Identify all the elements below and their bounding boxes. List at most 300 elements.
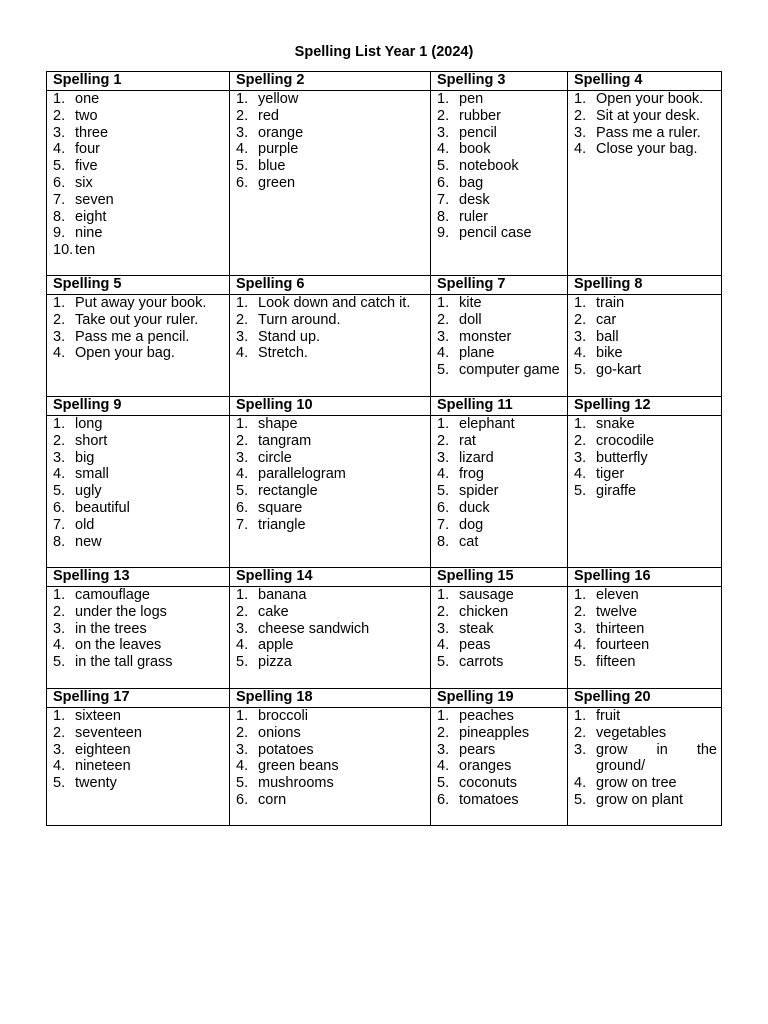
- item-number: 3.: [236, 124, 249, 141]
- item-text: dog: [459, 516, 484, 533]
- item-text: green beans: [258, 758, 339, 775]
- item-text: Open your bag.: [75, 345, 175, 362]
- spelling-table: [46, 71, 722, 826]
- item-number: 1.: [236, 416, 249, 432]
- list-item: [53, 466, 225, 483]
- item-text: six: [75, 174, 93, 191]
- list-item: [236, 725, 426, 742]
- list-item: [574, 312, 717, 329]
- list-item: [53, 209, 225, 226]
- item-text: orange: [258, 124, 304, 141]
- item-number: 2.: [437, 107, 450, 124]
- item-number: 5.: [437, 362, 450, 379]
- item-number: 3.: [236, 620, 249, 637]
- word-list: [437, 708, 563, 809]
- item-text: plane: [459, 345, 495, 362]
- spelling-cell: [431, 295, 568, 397]
- list-item: [437, 295, 563, 312]
- item-number: 2.: [53, 724, 66, 741]
- item-text: frog: [459, 466, 484, 483]
- list-item: [437, 621, 563, 638]
- list-item: [437, 466, 563, 483]
- list-item: [437, 604, 563, 621]
- item-text: vegetables: [596, 724, 667, 741]
- item-text: seventeen: [75, 724, 142, 741]
- word-list: [236, 708, 426, 809]
- item-text: sixteen: [75, 708, 121, 724]
- list-item: [574, 329, 717, 346]
- item-text: rectangle: [258, 483, 318, 500]
- item-number: 5.: [53, 775, 66, 792]
- list-item: [236, 175, 426, 192]
- item-text: Stretch.: [258, 345, 308, 362]
- item-text: duck: [459, 499, 490, 516]
- list-item: [574, 450, 717, 467]
- list-item: [574, 792, 717, 809]
- list-item: [236, 295, 426, 312]
- list-item: [437, 141, 563, 158]
- item-text: eleven: [596, 587, 639, 603]
- spelling-heading: Spelling 19: [431, 689, 568, 708]
- item-number: 2.: [437, 724, 450, 741]
- spelling-heading: Spelling 17: [47, 689, 230, 708]
- items-row: [47, 295, 722, 397]
- list-item: [53, 450, 225, 467]
- list-item: [53, 242, 225, 259]
- item-text: on the leaves: [75, 637, 162, 654]
- list-item: [236, 742, 426, 759]
- list-item: [53, 587, 225, 604]
- item-text: apple: [258, 637, 294, 654]
- item-number: 1.: [236, 708, 249, 724]
- item-number: 6.: [437, 499, 450, 516]
- item-number: 4.: [437, 758, 450, 775]
- word-list: [53, 91, 225, 259]
- item-number: 5.: [437, 775, 450, 792]
- list-item: [574, 708, 717, 725]
- item-text: short: [75, 432, 108, 449]
- item-text: small: [75, 466, 109, 483]
- item-text: potatoes: [258, 741, 314, 758]
- list-item: [53, 637, 225, 654]
- list-item: [437, 225, 563, 242]
- item-text: rat: [459, 432, 476, 449]
- spelling-cell: [47, 91, 230, 276]
- item-number: 9.: [53, 225, 66, 242]
- list-item: [53, 91, 225, 108]
- item-number: 1.: [236, 91, 249, 107]
- list-item: [437, 758, 563, 775]
- item-number: 3.: [574, 741, 587, 758]
- list-item: [574, 345, 717, 362]
- item-text: in the tall grass: [75, 654, 173, 671]
- item-number: 4.: [437, 141, 450, 158]
- spelling-heading: Spelling 16: [568, 568, 722, 587]
- item-number: 1.: [437, 587, 450, 603]
- item-number: 5.: [236, 654, 249, 671]
- item-number: 5.: [236, 775, 249, 792]
- item-number: 3.: [574, 620, 587, 637]
- item-number: 1.: [574, 416, 587, 432]
- item-number: 2.: [574, 311, 587, 328]
- list-item: [574, 725, 717, 742]
- spelling-heading: Spelling 14: [230, 568, 431, 587]
- word-list: [437, 295, 563, 379]
- list-item: [53, 345, 225, 362]
- word-list: [53, 295, 225, 362]
- item-number: 4.: [236, 637, 249, 654]
- heading-row: [47, 397, 722, 416]
- list-item: [236, 637, 426, 654]
- list-item: [437, 158, 563, 175]
- item-text: fourteen: [596, 637, 650, 654]
- item-text: broccoli: [258, 708, 308, 724]
- item-number: 2.: [53, 603, 66, 620]
- item-text: parallelogram: [258, 466, 346, 483]
- item-text: big: [75, 449, 95, 466]
- item-number: 2.: [236, 311, 249, 328]
- item-text: car: [596, 311, 617, 328]
- list-item: [53, 158, 225, 175]
- item-number: 4.: [437, 637, 450, 654]
- item-text: cat: [459, 533, 479, 550]
- item-number: 3.: [437, 328, 450, 345]
- item-number: 1.: [437, 295, 450, 311]
- item-number: 2.: [437, 603, 450, 620]
- item-number: 3.: [53, 620, 66, 637]
- list-item: [236, 483, 426, 500]
- item-text: Close your bag.: [596, 141, 698, 158]
- item-text: square: [258, 499, 303, 516]
- list-item: [437, 483, 563, 500]
- item-text: blue: [258, 158, 286, 175]
- item-text: Look down and catch it.: [258, 295, 411, 311]
- spelling-heading: Spelling 1: [47, 72, 230, 91]
- item-text: grow on tree: [596, 775, 677, 792]
- item-text: sausage: [459, 587, 514, 603]
- item-number: 3.: [236, 741, 249, 758]
- spelling-heading: Spelling 20: [568, 689, 722, 708]
- item-number: 6.: [236, 174, 249, 191]
- word-list: [574, 587, 717, 671]
- item-number: 2.: [236, 603, 249, 620]
- item-number: 3.: [437, 124, 450, 141]
- word-list: [574, 91, 717, 158]
- list-item: [53, 500, 225, 517]
- item-text: twenty: [75, 775, 117, 792]
- list-item: [236, 758, 426, 775]
- list-item: [236, 125, 426, 142]
- item-number: 2.: [236, 724, 249, 741]
- item-number: 9.: [437, 225, 450, 242]
- spelling-cell: [568, 91, 722, 276]
- item-number: 8.: [437, 208, 450, 225]
- item-number: 6.: [437, 791, 450, 808]
- item-number: 7.: [236, 516, 249, 533]
- item-text: camouflage: [75, 587, 150, 603]
- item-text: crocodile: [596, 432, 655, 449]
- item-number: 3.: [53, 328, 66, 345]
- item-text: notebook: [459, 158, 519, 175]
- list-item: [236, 517, 426, 534]
- list-item: [236, 91, 426, 108]
- item-text: steak: [459, 620, 494, 637]
- item-text: oranges: [459, 758, 512, 775]
- list-item: [437, 108, 563, 125]
- item-number: 3.: [236, 449, 249, 466]
- list-item: [53, 621, 225, 638]
- item-text: lizard: [459, 449, 494, 466]
- item-number: 5.: [574, 362, 587, 379]
- item-text: new: [75, 533, 102, 550]
- item-number: 1.: [437, 708, 450, 724]
- list-item: [437, 500, 563, 517]
- item-number: 2.: [53, 311, 66, 328]
- item-number: 2.: [236, 432, 249, 449]
- list-item: [437, 175, 563, 192]
- item-number: 4.: [574, 637, 587, 654]
- item-number: 2.: [437, 311, 450, 328]
- item-number: 1.: [53, 295, 66, 311]
- item-number: 4.: [236, 141, 249, 158]
- item-text: chicken: [459, 603, 509, 620]
- list-item: [574, 295, 717, 312]
- item-number: 4.: [437, 345, 450, 362]
- list-item: [437, 792, 563, 809]
- list-item: [236, 416, 426, 433]
- item-text: long: [75, 416, 103, 432]
- list-item: [437, 534, 563, 551]
- list-item: [53, 775, 225, 792]
- item-text: corn: [258, 791, 287, 808]
- item-number: 2.: [574, 107, 587, 124]
- item-text: banana: [258, 587, 307, 603]
- word-list: [53, 587, 225, 671]
- spelling-heading: Spelling 2: [230, 72, 431, 91]
- item-text: beautiful: [75, 499, 130, 516]
- spelling-cell: [230, 295, 431, 397]
- item-number: 1.: [53, 708, 66, 724]
- list-item: [53, 295, 225, 312]
- spelling-cell: [230, 91, 431, 276]
- item-text: cake: [258, 603, 289, 620]
- list-item: [574, 433, 717, 450]
- spelling-cell: [568, 295, 722, 397]
- spelling-heading: Spelling 12: [568, 397, 722, 416]
- item-number: 1.: [437, 91, 450, 107]
- spelling-cell: [47, 708, 230, 826]
- item-number: 3.: [574, 124, 587, 141]
- spelling-cell: [431, 91, 568, 276]
- list-item: [236, 466, 426, 483]
- item-number: 5.: [574, 483, 587, 500]
- heading-row: [47, 689, 722, 708]
- list-item: [236, 433, 426, 450]
- list-item: [574, 125, 717, 142]
- item-text: bike: [596, 345, 623, 362]
- list-item: [53, 225, 225, 242]
- spelling-heading: Spelling 5: [47, 276, 230, 295]
- list-item: [53, 108, 225, 125]
- item-number: 6.: [236, 791, 249, 808]
- item-number: 2.: [53, 432, 66, 449]
- item-text: pizza: [258, 654, 292, 671]
- word-list: [236, 587, 426, 671]
- spelling-heading: Spelling 18: [230, 689, 431, 708]
- item-number: 5.: [574, 791, 587, 808]
- item-text: Turn around.: [258, 311, 341, 328]
- item-number: 3.: [53, 124, 66, 141]
- item-number: 4.: [53, 345, 66, 362]
- item-text: desk: [459, 191, 490, 208]
- list-item: [53, 433, 225, 450]
- item-number: 6.: [437, 174, 450, 191]
- item-text: butterfly: [596, 449, 648, 466]
- item-number: 5.: [53, 483, 66, 500]
- item-number: 1.: [574, 587, 587, 603]
- list-item: [236, 708, 426, 725]
- item-text: go-kart: [596, 362, 642, 379]
- item-text: purple: [258, 141, 299, 158]
- spelling-cell: [431, 416, 568, 568]
- list-item: [437, 654, 563, 671]
- item-number: 1.: [53, 587, 66, 603]
- item-number: 1.: [574, 708, 587, 724]
- spelling-cell: [431, 708, 568, 826]
- item-text: mushrooms: [258, 775, 334, 792]
- spelling-heading: Spelling 3: [431, 72, 568, 91]
- item-text: nine: [75, 225, 103, 242]
- list-item: [437, 362, 563, 379]
- word-list: [437, 91, 563, 242]
- spelling-cell: [431, 587, 568, 689]
- item-text: cheese sandwich: [258, 620, 370, 637]
- item-number: 1.: [53, 416, 66, 432]
- list-item: [53, 725, 225, 742]
- item-text: tiger: [596, 466, 625, 483]
- item-text: computer game: [459, 362, 560, 379]
- item-text: onions: [258, 724, 301, 741]
- item-number: 1.: [53, 91, 66, 107]
- item-text: pencil case: [459, 225, 532, 242]
- item-number: 7.: [53, 516, 66, 533]
- item-number: 4.: [53, 141, 66, 158]
- list-item: [53, 175, 225, 192]
- list-item: [574, 483, 717, 500]
- item-number: 5.: [53, 654, 66, 671]
- item-text: pencil: [459, 124, 497, 141]
- list-item: [574, 604, 717, 621]
- word-list: [574, 295, 717, 379]
- list-item: [574, 654, 717, 671]
- item-text: Put away your book.: [75, 295, 207, 311]
- item-text: nineteen: [75, 758, 131, 775]
- item-text: triangle: [258, 516, 306, 533]
- list-item: [437, 725, 563, 742]
- page-title: Spelling List Year 1 (2024): [294, 44, 474, 60]
- item-text: four: [75, 141, 100, 158]
- item-text: pen: [459, 91, 484, 107]
- item-text: eight: [75, 208, 107, 225]
- item-text: two: [75, 107, 98, 124]
- spelling-heading: Spelling 13: [47, 568, 230, 587]
- item-number: 2.: [236, 107, 249, 124]
- item-number: 7.: [53, 191, 66, 208]
- item-text: doll: [459, 311, 482, 328]
- item-text: pears: [459, 741, 496, 758]
- item-number: 2.: [574, 724, 587, 741]
- spelling-cell: [47, 416, 230, 568]
- item-text: snake: [596, 416, 635, 432]
- list-item: [437, 450, 563, 467]
- word-list: [53, 708, 225, 792]
- item-text: carrots: [459, 654, 504, 671]
- item-number: 3.: [437, 741, 450, 758]
- list-item: [437, 91, 563, 108]
- list-item: [53, 534, 225, 551]
- list-item: [236, 654, 426, 671]
- word-list: [574, 708, 717, 809]
- item-number: 2.: [574, 432, 587, 449]
- list-item: [574, 416, 717, 433]
- word-list: [236, 416, 426, 534]
- item-number: 4.: [236, 758, 249, 775]
- item-number: 5.: [236, 158, 249, 175]
- spelling-cell: [47, 587, 230, 689]
- spelling-heading: Spelling 15: [431, 568, 568, 587]
- item-number: 4.: [236, 466, 249, 483]
- list-item: [437, 192, 563, 209]
- spelling-cell: [568, 416, 722, 568]
- list-item: [574, 775, 717, 792]
- item-number: 6.: [53, 499, 66, 516]
- list-item: [53, 758, 225, 775]
- list-item: [236, 312, 426, 329]
- list-item: [437, 742, 563, 759]
- item-number: 4.: [53, 637, 66, 654]
- item-text: rubber: [459, 107, 501, 124]
- word-list: [437, 416, 563, 550]
- item-text: five: [75, 158, 98, 175]
- item-text: one: [75, 91, 100, 107]
- heading-row: [47, 276, 722, 295]
- list-item: [437, 587, 563, 604]
- item-number: 2.: [574, 603, 587, 620]
- list-item: [236, 108, 426, 125]
- item-text: ruler: [459, 208, 489, 225]
- item-text: peas: [459, 637, 491, 654]
- item-number: 4.: [574, 466, 587, 483]
- item-number: 8.: [53, 208, 66, 225]
- item-text: Take out your ruler.: [75, 311, 199, 328]
- spelling-heading: Spelling 4: [568, 72, 722, 91]
- list-item: [437, 416, 563, 433]
- item-text: tangram: [258, 432, 312, 449]
- item-text: Open your book.: [596, 91, 704, 107]
- list-item: [574, 637, 717, 654]
- item-number: 5.: [437, 158, 450, 175]
- item-number: 6.: [53, 174, 66, 191]
- item-text: under the logs: [75, 603, 167, 620]
- item-text: monster: [459, 328, 512, 345]
- item-text: in the trees: [75, 620, 147, 637]
- item-text: train: [596, 295, 625, 311]
- item-number: 3.: [437, 620, 450, 637]
- item-number: 7.: [437, 191, 450, 208]
- item-text: Sit at your desk.: [596, 107, 700, 124]
- item-number: 5.: [437, 654, 450, 671]
- list-item: [53, 742, 225, 759]
